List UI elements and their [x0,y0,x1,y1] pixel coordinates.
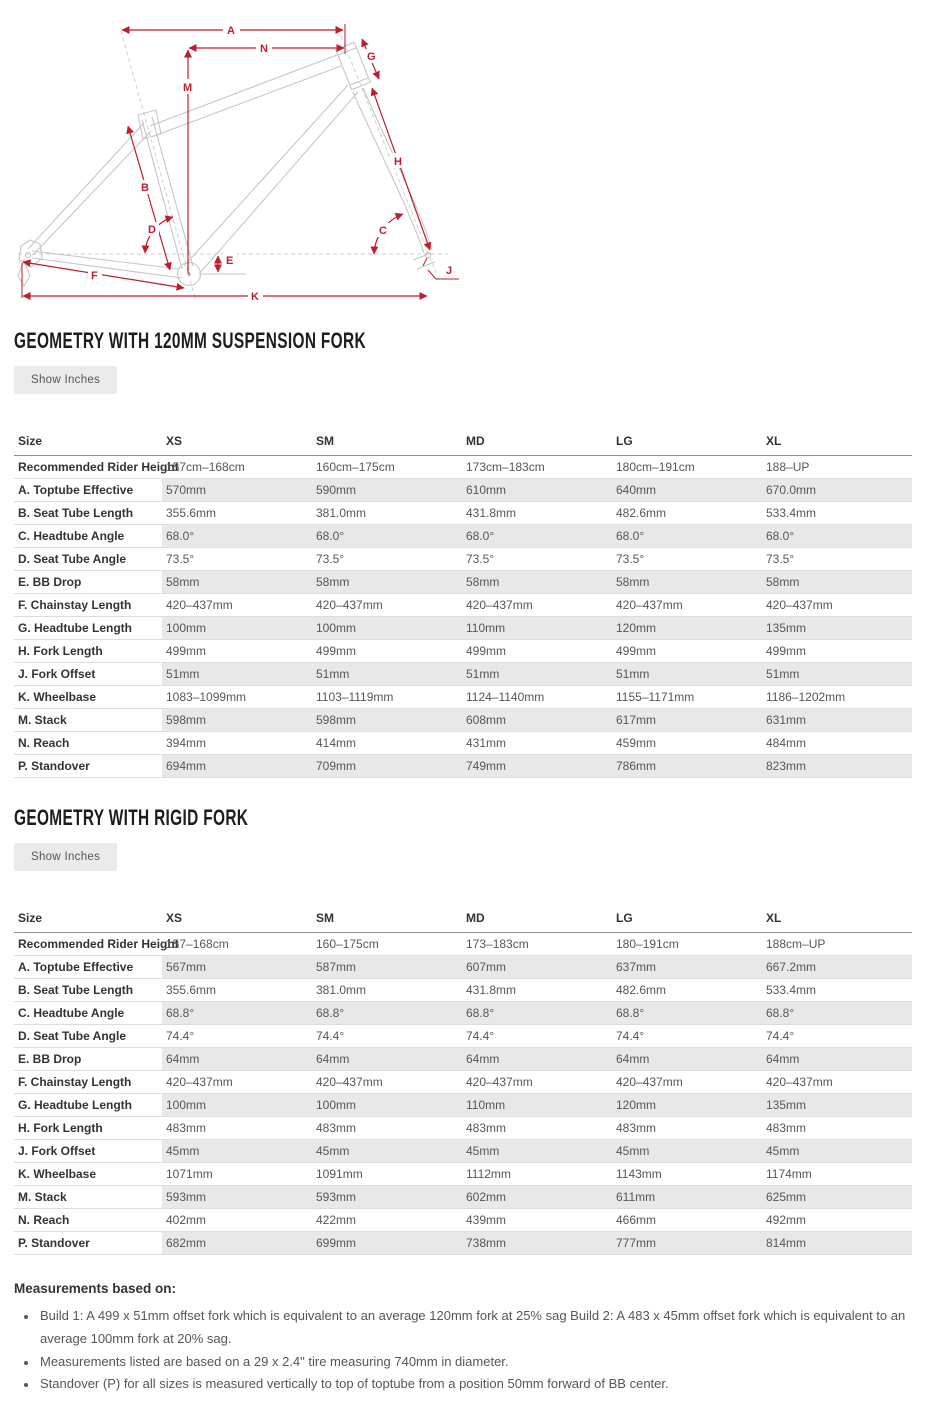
geometry-page [0,8,942,1426]
dim-label-c: C [379,225,387,237]
cell-value: 74.4° [316,1029,345,1044]
cell-value: 45mm [462,1140,612,1163]
cell-value: 100mm [162,617,312,640]
cell-value: 157–168cm [166,937,229,952]
cell-value: 484mm [766,736,807,751]
cell-value: 45mm [312,1140,462,1163]
cell-value: 68.0° [612,525,762,548]
column-header-md: MD [462,428,612,456]
table-header [14,905,912,933]
cell-value: 51mm [762,663,912,686]
cell-value: 1155–1171mm [616,690,695,705]
row-label: K. Wheelbase [18,1167,97,1182]
table-body [14,456,912,778]
cell-value: 402mm [166,1213,207,1228]
column-header-lg: LG [612,428,762,456]
row-label: H. Fork Length [18,644,103,659]
cell-value: 180cm–191cm [616,460,695,475]
cell-value: 608mm [462,709,612,732]
row-label: G. Headtube Length [18,621,132,636]
cell-value: 420–437mm [166,1075,233,1090]
row-label: N. Reach [18,736,70,751]
suspension-fork-geometry-section [14,329,912,778]
table-row [14,1186,912,1209]
dim-label-n: N [260,43,268,55]
cell-value: 431.8mm [466,983,517,998]
cell-value: 100mm [162,1094,312,1117]
cell-value: 135mm [762,1094,912,1117]
row-label: B. Seat Tube Length [18,983,134,998]
cell-value: 602mm [462,1186,612,1209]
cell-value: 64mm [762,1048,912,1071]
cell-value: 667.2mm [762,956,912,979]
table-row [14,1048,912,1071]
cell-value: 420–437mm [616,1075,683,1090]
cell-value: 420–437mm [466,598,533,613]
cell-value: 459mm [616,736,657,751]
table-row [14,617,912,640]
table-row [14,663,912,686]
cell-value: 74.4° [616,1029,645,1044]
cell-value: 74.4° [166,1029,195,1044]
cell-value: 1071mm [166,1167,213,1182]
table-row [14,1209,912,1232]
table-row [14,456,912,479]
row-label: D. Seat Tube Angle [18,1029,127,1044]
cell-value: 631mm [762,709,912,732]
cell-value: 180–191cm [616,937,679,952]
cell-value: 439mm [466,1213,507,1228]
table-row [14,709,912,732]
cell-value: 173–183cm [466,937,529,952]
cell-value: 68.8° [762,1002,912,1025]
cell-value: 100mm [312,1094,462,1117]
cell-value: 120mm [612,1094,762,1117]
cell-value: 110mm [462,617,612,640]
cell-value: 533.4mm [766,983,817,998]
cell-value: 68.0° [312,525,462,548]
cell-value: 570mm [162,479,312,502]
cell-value: 68.8° [162,1002,312,1025]
row-label: E. BB Drop [18,575,82,590]
cell-value: 466mm [616,1213,657,1228]
cell-value: 381.0mm [316,506,367,521]
row-label: E. BB Drop [18,1052,82,1067]
bike-frame-diagram-svg [0,8,470,310]
show-inches-button[interactable]: Show Inches [14,366,117,394]
cell-value: 64mm [462,1048,612,1071]
table-row [14,1117,912,1140]
column-header-lg: LG [612,905,762,933]
cell-value: 699mm [312,1232,462,1255]
table-row [14,755,912,778]
cell-value: 58mm [162,571,312,594]
cell-value: 670.0mm [762,479,912,502]
table-row [14,979,912,1002]
column-header-md: MD [462,905,612,933]
cell-value: 499mm [316,644,357,659]
row-label: P. Standover [18,759,90,774]
column-header-sm: SM [312,428,462,456]
cell-value: 51mm [612,663,762,686]
geometry-table-suspension [14,428,912,778]
header-row [14,428,912,456]
cell-value: 777mm [612,1232,762,1255]
cell-value: 68.0° [462,525,612,548]
cell-value: 1143mm [616,1167,662,1182]
cell-value: 587mm [312,956,462,979]
row-label: Recommended Rider Height [18,937,179,952]
row-label: H. Fork Length [18,1121,103,1136]
cell-value: 611mm [612,1186,762,1209]
cell-value: 567mm [162,956,312,979]
row-label: Recommended Rider Height [18,460,179,475]
table-row [14,732,912,755]
cell-value: 74.4° [466,1029,495,1044]
table-row [14,502,912,525]
cell-value: 58mm [612,571,762,594]
cell-value: 823mm [762,755,912,778]
table-row [14,1002,912,1025]
dim-label-j: J [446,265,453,277]
section-heading: GEOMETRY WITH RIGID FORK [14,805,249,831]
dim-label-k: K [251,291,259,303]
cell-value: 120mm [612,617,762,640]
row-label: F. Chainstay Length [18,598,132,613]
cell-value: 1124–1140mm [466,690,545,705]
footnote-item: • Build 1: A 499 x 51mm offset fork which is equivalent to an average 120mm fork at 25% sag Build 2: A 483 x 45mm offset fork which is equivalent to an average 100mm fork at 20% sag. [38,1305,912,1351]
cell-value: 431mm [466,736,507,751]
cell-value: 51mm [162,663,312,686]
table-row [14,956,912,979]
column-header-xs: XS [162,428,312,456]
row-label: M. Stack [18,713,67,728]
dim-label-e: E [226,255,234,267]
cell-value: 617mm [612,709,762,732]
dim-label-g: G [367,51,376,63]
cell-value: 420–437mm [466,1075,533,1090]
cell-value: 1186–1202mm [766,690,846,705]
table-row [14,571,912,594]
cell-value: 533.4mm [766,506,817,521]
row-label: K. Wheelbase [18,690,97,705]
section-heading: GEOMETRY WITH 120MM SUSPENSION FORK [14,328,366,353]
cell-value: 68.0° [762,525,912,548]
cell-value: 420–437mm [316,1075,383,1090]
row-label: B. Seat Tube Length [18,506,134,521]
row-label: A. Toptube Effective [18,483,134,498]
cell-value: 381.0mm [316,983,367,998]
cell-value: 483mm [616,1121,657,1136]
row-label: A. Toptube Effective [18,960,134,975]
cell-value: 64mm [162,1048,312,1071]
footnote-item: • Standover (P) for all sizes is measured vertically to top of toptube from a position 50mm forward of BB center. [38,1373,912,1396]
row-label: J. Fork Offset [18,667,96,682]
cell-value: 68.8° [612,1002,762,1025]
cell-value: 482.6mm [616,983,667,998]
cell-value: 160cm–175cm [316,460,395,475]
cell-value: 68.8° [462,1002,612,1025]
table-row [14,525,912,548]
cell-value: 1091mm [316,1167,363,1182]
cell-value: 1112mm [466,1167,511,1182]
cell-value: 598mm [162,709,312,732]
table-row [14,479,912,502]
cell-value: 709mm [312,755,462,778]
footnotes-list [14,1305,912,1396]
cell-value: 593mm [162,1186,312,1209]
cell-value: 73.5° [316,552,345,567]
cell-value: 598mm [312,709,462,732]
geometry-table-rigid [14,905,912,1255]
footnote-item: • Measurements listed are based on a 29 x 2.4" tire measuring 740mm in diameter. [38,1351,912,1374]
row-label: N. Reach [18,1213,70,1228]
column-header-size: Size [14,428,162,456]
cell-value: 694mm [162,755,312,778]
cell-value: 607mm [462,956,612,979]
cell-value: 157cm–168cm [166,460,245,475]
cell-value: 355.6mm [166,983,217,998]
header-row [14,905,912,933]
cell-value: 173cm–183cm [466,460,545,475]
table-row [14,1140,912,1163]
cell-value: 58mm [762,571,912,594]
table-row [14,1094,912,1117]
cell-value: 394mm [166,736,207,751]
cell-value: 610mm [462,479,612,502]
table-row [14,686,912,709]
cell-value: 682mm [162,1232,312,1255]
cell-value: 814mm [762,1232,912,1255]
cell-value: 625mm [762,1186,912,1209]
column-header-xl: XL [762,428,912,456]
footnotes-heading: Measurements based on: [14,1281,177,1297]
dim-label-m: M [183,82,193,94]
show-inches-button[interactable]: Show Inches [14,843,117,871]
row-label: M. Stack [18,1190,67,1205]
cell-value: 1174mm [766,1167,812,1182]
cell-value: 422mm [316,1213,357,1228]
row-label: C. Headtube Angle [18,529,125,544]
cell-value: 188cm–UP [766,937,826,952]
column-header-size: Size [14,905,162,933]
cell-value: 73.5° [166,552,195,567]
row-label: J. Fork Offset [18,1144,96,1159]
cell-value: 492mm [766,1213,807,1228]
table-row [14,933,912,956]
cell-value: 738mm [462,1232,612,1255]
cell-value: 58mm [462,571,612,594]
cell-value: 110mm [462,1094,612,1117]
dim-label-f: F [91,270,98,282]
frame-geometry-diagram [0,8,942,315]
cell-value: 45mm [162,1140,312,1163]
cell-value: 100mm [312,617,462,640]
column-header-xs: XS [162,905,312,933]
column-header-sm: SM [312,905,462,933]
cell-value: 420–437mm [166,598,233,613]
dim-label-a: A [227,25,235,37]
row-label: C. Headtube Angle [18,1006,125,1021]
cell-value: 749mm [462,755,612,778]
table-row [14,1163,912,1186]
cell-value: 593mm [312,1186,462,1209]
table-row [14,1025,912,1048]
cell-value: 637mm [612,956,762,979]
cell-value: 420–437mm [616,598,683,613]
cell-value: 73.5° [466,552,495,567]
cell-value: 483mm [316,1121,357,1136]
cell-value: 431.8mm [466,506,517,521]
dim-label-d: D [148,224,156,236]
cell-value: 51mm [312,663,462,686]
cell-value: 590mm [312,479,462,502]
cell-value: 786mm [612,755,762,778]
cell-value: 640mm [612,479,762,502]
cell-value: 1083–1099mm [166,690,247,705]
cell-value: 499mm [466,644,507,659]
cell-value: 68.8° [312,1002,462,1025]
cell-value: 73.5° [616,552,645,567]
table-header [14,428,912,456]
cell-value: 160–175cm [316,937,379,952]
cell-value: 135mm [762,617,912,640]
row-label: P. Standover [18,1236,90,1251]
row-label: G. Headtube Length [18,1098,132,1113]
table-row [14,1232,912,1255]
cell-value: 74.4° [766,1029,795,1044]
cell-value: 482.6mm [616,506,667,521]
cell-value: 483mm [466,1121,507,1136]
frame-outline [18,42,435,286]
row-label: F. Chainstay Length [18,1075,132,1090]
cell-value: 420–437mm [766,1075,833,1090]
cell-value: 45mm [612,1140,762,1163]
cell-value: 51mm [462,663,612,686]
dimension-labels [91,25,452,303]
cell-value: 188–UP [766,460,810,475]
measurement-footnotes [14,1277,912,1396]
row-label: D. Seat Tube Angle [18,552,127,567]
dim-label-b: B [141,182,149,194]
table-row [14,594,912,617]
cell-value: 45mm [762,1140,912,1163]
rigid-fork-geometry-section [14,806,912,1255]
cell-value: 499mm [616,644,657,659]
cell-value: 414mm [316,736,357,751]
table-row [14,548,912,571]
cell-value: 355.6mm [166,506,217,521]
cell-value: 420–437mm [766,598,833,613]
cell-value: 420–437mm [316,598,383,613]
cell-value: 64mm [312,1048,462,1071]
cell-value: 499mm [766,644,807,659]
table-body [14,933,912,1255]
cell-value: 58mm [312,571,462,594]
column-header-xl: XL [762,905,912,933]
table-row [14,1071,912,1094]
cell-value: 68.0° [162,525,312,548]
cell-value: 499mm [166,644,207,659]
dim-label-h: H [394,156,402,168]
cell-value: 483mm [766,1121,807,1136]
cell-value: 1103–1119mm [316,690,394,705]
cell-value: 64mm [612,1048,762,1071]
table-row [14,640,912,663]
cell-value: 483mm [166,1121,207,1136]
cell-value: 73.5° [766,552,795,567]
